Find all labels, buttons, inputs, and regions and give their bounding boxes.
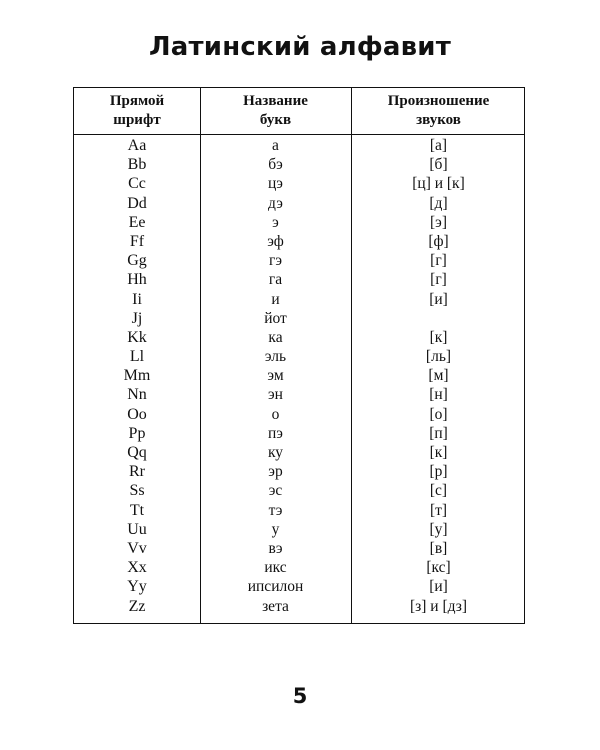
table-row [74, 270, 524, 289]
letter-name-cell: тэ [268, 501, 283, 519]
pronunciation-cell: [г] [430, 252, 447, 270]
letter-cell: Pp [128, 424, 146, 442]
letter-name-cell: икс [264, 559, 287, 577]
letter-name-cell: эль [264, 348, 287, 366]
table-row [74, 155, 524, 174]
table-row [74, 251, 524, 270]
pronunciation-cell: [и] [429, 578, 448, 596]
letter-cell: Rr [129, 463, 145, 481]
header-letter-form-line1: Прямой [109, 93, 165, 109]
letter-cell: Bb [127, 156, 147, 174]
pronunciation-cell: [к] [429, 444, 448, 461]
page-title: Латинский алфавит [148, 32, 451, 62]
letter-cell: Ff [129, 232, 145, 250]
letter-name-cell: ипсилон [247, 578, 304, 596]
letter-name-cell: о [271, 405, 280, 423]
table-row [74, 385, 524, 404]
letter-cell: Xx [127, 559, 147, 577]
pronunciation-cell: [а] [429, 137, 448, 154]
pronunciation-cell: [б] [429, 156, 448, 174]
pronunciation-cell: [р] [429, 463, 448, 481]
letter-cell: Hh [127, 271, 147, 289]
pronunciation-cell: [м] [428, 367, 449, 385]
pronunciation-cell: [ф] [428, 232, 449, 250]
pronunciation-cell: [н] [429, 386, 448, 404]
letter-cell: Mm [123, 367, 151, 385]
letter-cell: Zz [128, 597, 146, 615]
letter-name-cell: вэ [268, 539, 283, 557]
letter-name-cell: цэ [268, 175, 283, 193]
letter-name-cell: эф [267, 232, 284, 250]
pronunciation-cell: [о] [429, 405, 448, 423]
letter-cell: Ee [128, 213, 146, 231]
header-letter-form [74, 92, 200, 134]
table-row [74, 309, 524, 328]
letter-cell: Ii [132, 290, 142, 308]
letter-name-cell: зета [262, 597, 289, 615]
letter-cell: Ll [129, 348, 145, 366]
table-row [74, 443, 524, 462]
letter-name-cell: га [268, 271, 283, 289]
pronunciation-cell: [д] [429, 194, 448, 212]
table-row [74, 194, 524, 213]
letter-name-cell: йот [264, 309, 287, 327]
pronunciation-cell: [к] [429, 328, 448, 346]
letter-cell: Dd [127, 194, 147, 212]
table-row [74, 232, 524, 251]
table-row [74, 347, 524, 366]
letter-cell: Oo [127, 405, 147, 423]
table-row [74, 136, 524, 155]
table-row [74, 328, 524, 347]
table-row [74, 424, 524, 443]
letter-cell: Jj [131, 309, 143, 327]
letter-name-cell: а [272, 137, 279, 154]
table-row [74, 174, 524, 193]
letter-name-cell: бэ [268, 156, 283, 174]
letter-cell: Yy [127, 578, 147, 596]
letter-cell: Tt [129, 501, 145, 519]
pronunciation-cell: [г] [430, 271, 447, 289]
table-body [74, 136, 524, 616]
letter-cell: Ss [129, 482, 145, 500]
table-row [74, 597, 524, 616]
letter-cell: Aa [127, 137, 147, 154]
header-divider [74, 134, 524, 135]
letter-name-cell: дэ [268, 194, 283, 212]
page-number: 5 [292, 684, 308, 708]
pronunciation-cell: [ль] [425, 348, 452, 366]
letter-name-cell: эм [267, 367, 284, 385]
letter-name-cell: ку [267, 444, 284, 461]
header-pronunciation-line1: Произношение [387, 93, 490, 109]
table-row [74, 290, 524, 309]
letter-name-cell: эн [268, 386, 283, 404]
pronunciation-cell: [у] [429, 520, 448, 538]
table-row [74, 213, 524, 232]
header-letter-name [200, 92, 351, 134]
pronunciation-cell: [и] [429, 290, 448, 308]
pronunciation-cell: [э] [430, 213, 447, 231]
letter-name-cell: эр [268, 463, 283, 481]
letter-cell: Qq [127, 444, 147, 461]
header-pronunciation [351, 92, 526, 134]
pronunciation-cell: [з] и [дз] [409, 597, 467, 615]
header-pronunciation-line2: звуков [416, 112, 461, 128]
table-row [74, 520, 524, 539]
pronunciation-cell: [т] [429, 501, 448, 519]
letter-name-cell: у [271, 520, 280, 538]
alphabet-table [73, 87, 525, 624]
table-row [74, 577, 524, 596]
table-row [74, 366, 524, 385]
letter-cell: Vv [127, 539, 147, 557]
letter-cell: Kk [127, 328, 147, 346]
pronunciation-cell: [в] [429, 539, 448, 557]
pronunciation-cell: [с] [429, 482, 448, 500]
letter-name-cell: пэ [268, 424, 283, 442]
letter-cell: Gg [127, 252, 147, 270]
pronunciation-cell: [п] [429, 424, 448, 442]
table-row [74, 558, 524, 577]
letter-cell: Uu [127, 520, 147, 538]
header-letter-form-line2: шрифт [113, 112, 161, 128]
table-row [74, 501, 524, 520]
table-row [74, 481, 524, 500]
letter-cell: Nn [127, 386, 147, 404]
table-row [74, 539, 524, 558]
pronunciation-cell: [ц] и [к] [412, 175, 465, 193]
letter-name-cell: гэ [268, 252, 282, 270]
letter-name-cell: эс [268, 482, 283, 500]
pronunciation-cell: [кс] [426, 559, 451, 577]
table-row [74, 462, 524, 481]
table-row [74, 405, 524, 424]
letter-name-cell: ка [268, 328, 283, 346]
letter-name-cell: э [272, 213, 279, 231]
header-letter-name-line2: букв [259, 112, 292, 128]
letter-cell: Cc [128, 175, 146, 193]
letter-name-cell: и [271, 290, 280, 308]
header-letter-name-line1: Название [243, 93, 308, 109]
